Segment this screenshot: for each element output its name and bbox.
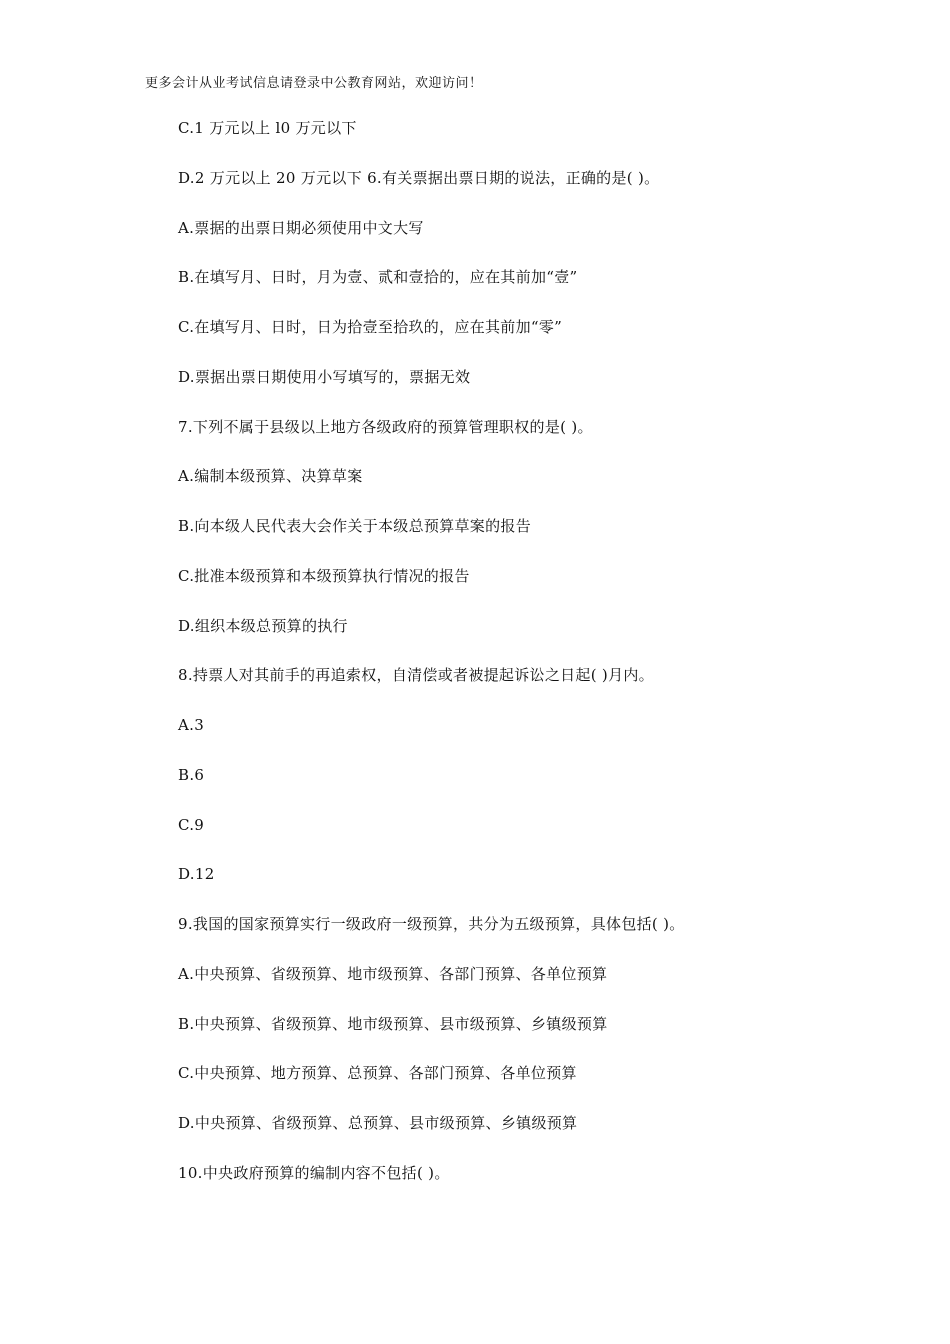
option-line: A.票据的出票日期必须使用中文大写: [178, 218, 424, 237]
option-line: C.中央预算、地方预算、总预算、各部门预算、各单位预算: [178, 1064, 577, 1083]
option-line: D.12: [178, 865, 215, 884]
option-line: D.票据出票日期使用小写填写的，票据无效: [178, 367, 471, 386]
option-line: C.9: [178, 815, 205, 834]
option-line: B.中央预算、省级预算、地市级预算、县市级预算、乡镇级预算: [178, 1014, 608, 1033]
option-line: C.批准本级预算和本级预算执行情况的报告: [178, 566, 470, 585]
option-line: C.在填写月、日时，日为拾壹至拾玖的，应在其前加“零”: [178, 318, 563, 336]
option-line: B.在填写月、日时，月为壹、贰和壹拾的，应在其前加“壹”: [178, 268, 578, 287]
question-list: [178, 114, 685, 1209]
question-line: D.2 万元以上 20 万元以下 6.有关票据出票日期的说法，正确的是( )。: [178, 168, 660, 187]
option-line: B.向本级人民代表大会作关于本级总预算草案的报告: [178, 517, 531, 535]
question-line: 8.持票人对其前手的再追索权，自清偿或者被提起诉讼之日起( )月内。: [178, 666, 654, 685]
option-line: A.中央预算、省级预算、地市级预算、各部门预算、各单位预算: [178, 964, 608, 983]
option-line: A.3: [178, 716, 205, 734]
option-line: D.中央预算、省级预算、总预算、县市级预算、乡镇级预算: [178, 1114, 578, 1132]
question-line: 7.下列不属于县级以上地方各级政府的预算管理职权的是( )。: [178, 417, 593, 436]
option-line: D.组织本级总预算的执行: [178, 616, 348, 635]
option-line: B.6: [178, 765, 205, 784]
option-line: A.编制本级预算、决算草案: [178, 467, 363, 486]
header-note: 更多会计从业考试信息请登录中公教育网站，欢迎访问！: [145, 76, 483, 91]
option-line: C.1 万元以上 l0 万元以下: [178, 119, 357, 137]
question-line: 9.我国的国家预算实行一级政府一级预算，共分为五级预算，具体包括( )。: [178, 915, 685, 933]
question-line: 10.中央政府预算的编制内容不包括( )。: [178, 1163, 450, 1182]
